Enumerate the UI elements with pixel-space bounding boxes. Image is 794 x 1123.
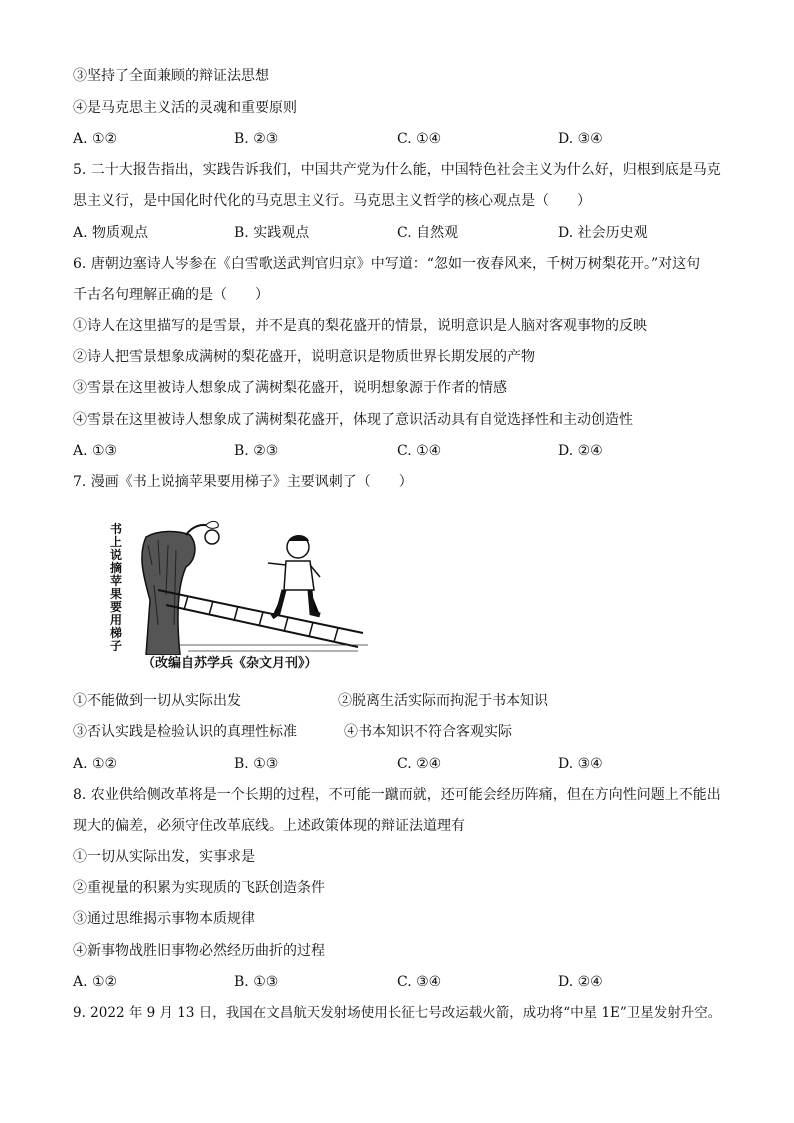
q6-option-d: D. ②④ — [558, 443, 603, 459]
q6-item-1: ①诗人在这里描写的是雪景，并不是真的梨花盛开的情景，说明意识是人脑对客观事物的反映 — [73, 318, 647, 334]
q4-option-d: D. ③④ — [558, 131, 603, 147]
q6-item-2: ②诗人把雪景想象成满树的梨花盛开，说明意识是物质世界长期发展的产物 — [73, 349, 535, 365]
q5-option-c: C. 自然观 — [397, 225, 459, 241]
q9-stem-line-1: 9. 2022 年 9 月 13 日，我国在文昌航天发射场使用长征七号改运载火箭，成功将“中星 1E”卫星发射升空。 — [73, 1005, 722, 1021]
q6-option-b: B. ②③ — [234, 443, 279, 459]
q7-item-4: ④书本知识不符合客观实际 — [344, 724, 512, 740]
q7-option-b: B. ①③ — [234, 756, 279, 772]
q6-stem-line-2: 千古名句理解正确的是（ ） — [73, 287, 269, 303]
q6-item-4: ④雪景在这里被诗人想象成了满树梨花盛开，体现了意识活动具有自觉选择性和主动创造性 — [73, 412, 633, 428]
q7-item-1: ①不能做到一切从实际出发 — [73, 693, 241, 709]
q8-option-c: C. ③④ — [397, 974, 442, 990]
cartoon-label: 书上说摘苹果要用梯子 — [110, 522, 123, 653]
q6-item-3: ③雪景在这里被诗人想象成了满树梨花盛开，说明想象源于作者的情感 — [73, 380, 507, 396]
q8-option-d: D. ②④ — [558, 974, 603, 990]
q8-item-1: ①一切从实际出发，实事求是 — [73, 849, 255, 865]
q6-option-a: A. ①③ — [73, 443, 118, 459]
apple-icon — [205, 530, 219, 544]
q6-stem-line-1: 6. 唐朝边塞诗人岑参在《白雪歌送武判官归京》中写道：“忽如一夜春风来，千树万树梨花开。”对这句 — [73, 256, 701, 272]
cartoon-caption: （改编自苏学兵《杂文月刊》） — [142, 656, 318, 671]
ladder — [158, 590, 363, 647]
q5-stem-line-1: 5. 二十大报告指出，实践告诉我们，中国共产党为什么能，中国特色社会主义为什么好，归根到底是马克 — [73, 162, 721, 178]
leaf — [206, 521, 218, 528]
q7-option-a: A. ①② — [73, 756, 118, 772]
tree-trunk — [142, 531, 195, 655]
q7-item-2: ②脱离生活实际而拘泥于书本知识 — [338, 693, 548, 709]
q8-option-a: A. ①② — [73, 974, 118, 990]
q4-option-c: C. ①④ — [397, 131, 442, 147]
q5-stem-line-2: 思主义行，是中国化时代化的马克思主义行。马克思主义哲学的核心观点是（ ） — [73, 193, 591, 209]
q7-option-c: C. ②④ — [397, 756, 442, 772]
q4-option-a: A. ①② — [73, 131, 118, 147]
ground-lines — [178, 645, 368, 651]
cartoon-illustration — [88, 505, 368, 655]
q7-option-d: D. ③④ — [558, 756, 603, 772]
q7-item-3: ③否认实践是检验认识的真理性标准 — [73, 724, 297, 740]
q5-option-b: B. 实践观点 — [234, 225, 310, 241]
q5-option-d: D. 社会历史观 — [558, 225, 648, 241]
q8-stem-line-2: 现大的偏差，必须守住改革底线。上述政策体现的辩证法道理有 — [73, 818, 465, 834]
q5-option-a: A. 物质观点 — [73, 225, 149, 241]
q8-item-3: ③通过思维揭示事物本质规律 — [73, 911, 255, 927]
q4-option-b: B. ②③ — [234, 131, 279, 147]
q8-stem-line-1: 8. 农业供给侧改革将是一个长期的过程，不可能一蹴而就，还可能会经历阵痛，但在方向性问题上不能出 — [73, 787, 721, 803]
q8-item-4: ④新事物战胜旧事物必然经历曲折的过程 — [73, 943, 325, 959]
q7-stem: 7. 漫画《书上说摘苹果要用梯子》主要讽刺了（ ） — [73, 474, 413, 490]
q6-option-c: C. ①④ — [397, 443, 442, 459]
q8-option-b: B. ①③ — [234, 974, 279, 990]
q4-item-3: ③坚持了全面兼顾的辩证法思想 — [73, 68, 269, 84]
q4-item-4: ④是马克思主义活的灵魂和重要原则 — [73, 100, 297, 116]
q8-item-2: ②重视量的积累为实现质的飞跃创造条件 — [73, 880, 325, 896]
cartoon-svg — [88, 505, 368, 655]
man-figure — [268, 535, 320, 617]
